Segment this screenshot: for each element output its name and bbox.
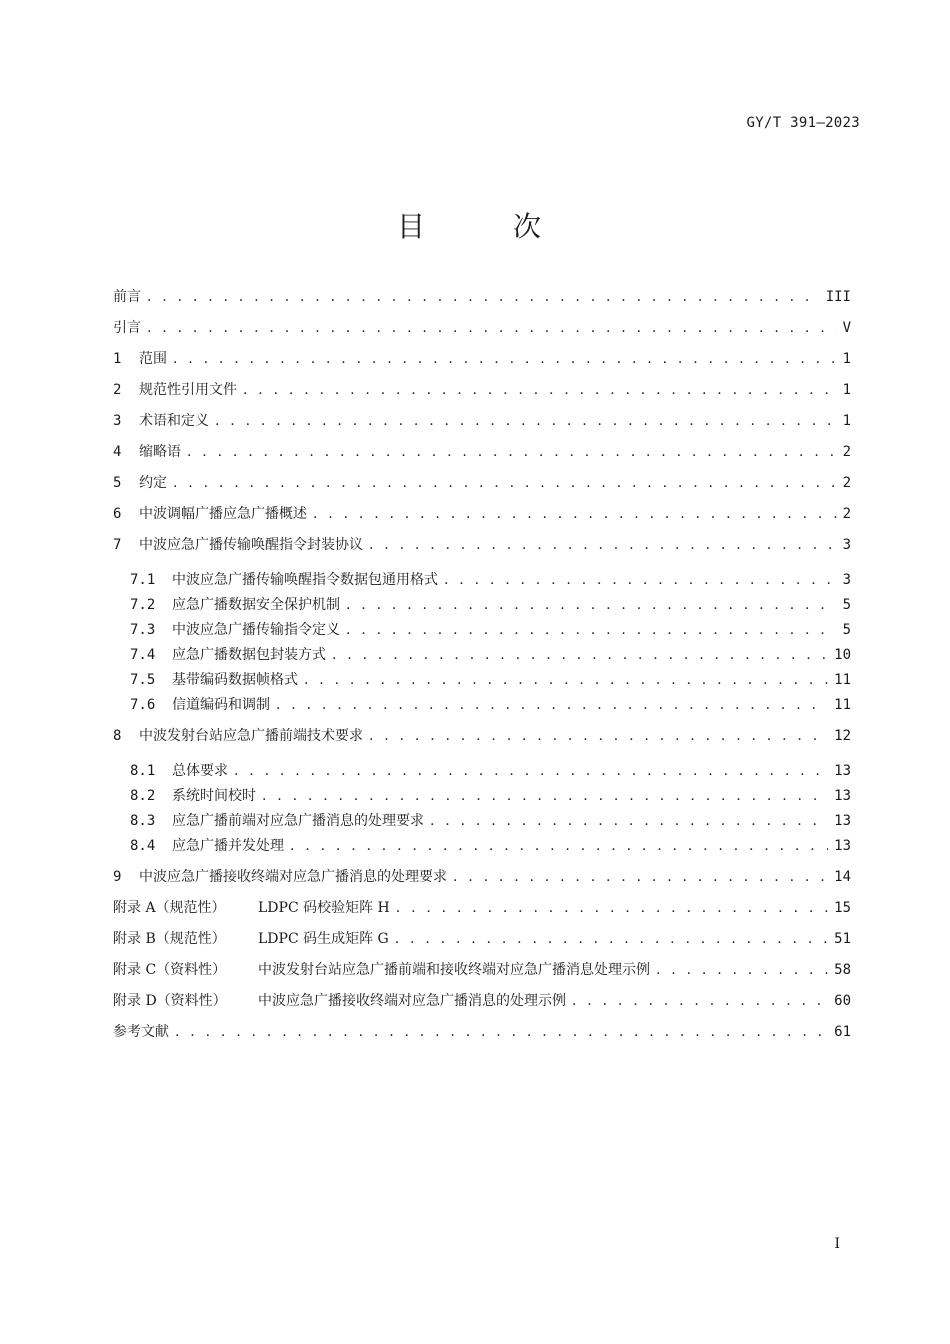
toc-entry-number: 7.1 [130, 572, 156, 588]
toc-entry-number: 9 [113, 869, 122, 885]
toc-entry[interactable] [113, 534, 851, 565]
toc-entry-label: 应急广播数据安全保护机制 [172, 597, 340, 613]
toc-entry-number: 6 [113, 506, 122, 522]
toc-entry[interactable] [113, 348, 851, 379]
dot-leader [346, 619, 837, 641]
toc-entry-page: 58 [834, 962, 851, 978]
toc-entry[interactable] [113, 286, 851, 317]
dot-leader [656, 959, 828, 981]
toc-entry-page: 1 [842, 382, 851, 398]
dot-leader [173, 348, 837, 370]
toc-entry-label: 系统时间校时 [172, 788, 256, 804]
toc-entry[interactable] [113, 644, 851, 669]
dot-leader [262, 785, 828, 807]
toc-entry-label: 规范性引用文件 [139, 382, 237, 398]
toc-entry-number: 4 [113, 444, 122, 460]
toc-entry-label: 中波应急广播接收终端对应急广播消息的处理示例 [258, 993, 566, 1009]
toc-entry-page: 11 [834, 672, 851, 688]
document-code: GY/T 391—2023 [746, 115, 860, 131]
dot-leader [453, 866, 828, 888]
toc-entry[interactable] [113, 928, 851, 959]
dot-leader [173, 472, 837, 494]
toc-entry-label: 应急广播前端对应急广播消息的处理要求 [172, 813, 424, 829]
toc-entry-number: 7.5 [130, 672, 156, 688]
dot-leader [243, 379, 837, 401]
toc-entry-label: 前言 [113, 289, 141, 305]
toc-entry-number: 7.4 [130, 647, 156, 663]
toc-appendix-tag: 附录 A（规范性） [113, 900, 226, 916]
toc-entry-number: 5 [113, 475, 122, 491]
toc-entry[interactable] [113, 619, 851, 644]
toc-entry-page: 2 [842, 444, 851, 460]
toc-appendix-tag: 附录 D（资料性） [113, 993, 227, 1009]
toc-entry-label: 中波应急广播传输唤醒指令数据包通用格式 [172, 572, 438, 588]
toc-entry-page: 13 [834, 813, 851, 829]
toc-entry-page: 5 [842, 622, 851, 638]
toc-entry-number: 8 [113, 728, 122, 744]
toc-entry-label: 中波应急广播传输唤醒指令封装协议 [139, 537, 363, 553]
dot-leader [369, 725, 828, 747]
toc-entry-page: 2 [842, 506, 851, 522]
toc-entry-page: 14 [834, 869, 851, 885]
toc-entry-number: 8.1 [130, 763, 156, 779]
dot-leader [175, 1021, 828, 1043]
toc-entry-page: 3 [842, 572, 851, 588]
dot-leader [572, 990, 828, 1012]
toc-entry[interactable] [113, 897, 851, 928]
dot-leader [147, 286, 820, 308]
toc-entry-label: 基带编码数据帧格式 [172, 672, 298, 688]
toc-entry[interactable] [113, 760, 851, 785]
toc-entry-page: 5 [842, 597, 851, 613]
toc-entry[interactable] [113, 472, 851, 503]
toc-entry[interactable] [113, 694, 851, 719]
dot-leader [147, 317, 837, 339]
toc-entry[interactable] [113, 990, 851, 1021]
toc-entry-page: 1 [842, 351, 851, 367]
toc-entry-label: LDPC 码校验矩阵 H [258, 900, 390, 916]
toc-entry-number: 1 [113, 351, 122, 367]
dot-leader [276, 694, 828, 716]
toc-entry[interactable] [113, 503, 851, 534]
toc-entry-page: 60 [834, 993, 851, 1009]
toc-entry-page: V [842, 320, 851, 336]
toc-entry[interactable] [113, 835, 851, 860]
toc-entry-label: LDPC 码生成矩阵 G [258, 931, 389, 947]
toc-entry-label: 引言 [113, 320, 141, 336]
toc-entry[interactable] [113, 669, 851, 694]
toc-entry[interactable] [113, 410, 851, 441]
dot-leader [395, 928, 828, 950]
toc-entry-page: 13 [834, 838, 851, 854]
toc-entry-label: 范围 [139, 351, 167, 367]
toc-entry[interactable] [113, 1021, 851, 1052]
dot-leader [234, 760, 828, 782]
page-title: 目 次 [396, 210, 571, 243]
table-of-contents [113, 286, 851, 1052]
toc-entry-label: 术语和定义 [139, 413, 209, 429]
toc-entry-label: 应急广播并发处理 [172, 838, 284, 854]
toc-entry-page: 2 [842, 475, 851, 491]
toc-entry[interactable] [113, 379, 851, 410]
toc-entry-page: 13 [834, 788, 851, 804]
toc-entry-label: 中波应急广播接收终端对应急广播消息的处理要求 [139, 869, 447, 885]
dot-leader [332, 644, 828, 666]
dot-leader [430, 810, 828, 832]
toc-entry-label: 约定 [139, 475, 167, 491]
page-number: I [834, 1236, 840, 1252]
dot-leader [290, 835, 828, 857]
toc-entry[interactable] [113, 569, 851, 594]
toc-entry-page: III [825, 289, 851, 305]
toc-entry-number: 7 [113, 537, 122, 553]
toc-entry-number: 8.4 [130, 838, 156, 854]
toc-entry-label: 缩略语 [139, 444, 181, 460]
toc-entry-number: 8.3 [130, 813, 156, 829]
toc-entry[interactable] [113, 810, 851, 835]
toc-entry-number: 7.2 [130, 597, 156, 613]
toc-entry[interactable] [113, 959, 851, 990]
dot-leader [313, 503, 837, 525]
dot-leader [215, 410, 837, 432]
toc-appendix-tag: 附录 C（资料性） [113, 962, 227, 978]
toc-entry-page: 51 [834, 931, 851, 947]
toc-entry-label: 中波发射台站应急广播前端技术要求 [139, 728, 363, 744]
toc-entry-label: 总体要求 [172, 763, 228, 779]
toc-entry-page: 3 [842, 537, 851, 553]
toc-entry-page: 12 [834, 728, 851, 744]
toc-entry-label: 中波应急广播传输指令定义 [172, 622, 340, 638]
toc-entry[interactable] [113, 594, 851, 619]
toc-entry-number: 7.3 [130, 622, 156, 638]
toc-entry[interactable] [113, 441, 851, 472]
toc-entry-page: 10 [834, 647, 851, 663]
toc-entry-page: 11 [834, 697, 851, 713]
dot-leader [444, 569, 837, 591]
toc-entry-label: 信道编码和调制 [172, 697, 270, 713]
toc-entry-page: 61 [834, 1024, 851, 1040]
toc-entry-number: 3 [113, 413, 122, 429]
toc-entry[interactable] [113, 725, 851, 756]
toc-entry[interactable] [113, 317, 851, 348]
toc-appendix-tag: 附录 B（规范性） [113, 931, 226, 947]
toc-entry-number: 2 [113, 382, 122, 398]
toc-entry-number: 7.6 [130, 697, 156, 713]
dot-leader [396, 897, 828, 919]
toc-entry-label: 中波调幅广播应急广播概述 [139, 506, 307, 522]
toc-entry[interactable] [113, 785, 851, 810]
toc-entry-label: 参考文献 [113, 1024, 169, 1040]
dot-leader [369, 534, 837, 556]
dot-leader [346, 594, 837, 616]
toc-entry-label: 应急广播数据包封装方式 [172, 647, 326, 663]
toc-entry-number: 8.2 [130, 788, 156, 804]
toc-entry-page: 13 [834, 763, 851, 779]
toc-entry-label: 中波发射台站应急广播前端和接收终端对应急广播消息处理示例 [258, 962, 650, 978]
dot-leader [304, 669, 828, 691]
toc-entry-page: 15 [834, 900, 851, 916]
toc-entry-page: 1 [842, 413, 851, 429]
dot-leader [187, 441, 837, 463]
toc-entry[interactable] [113, 866, 851, 897]
